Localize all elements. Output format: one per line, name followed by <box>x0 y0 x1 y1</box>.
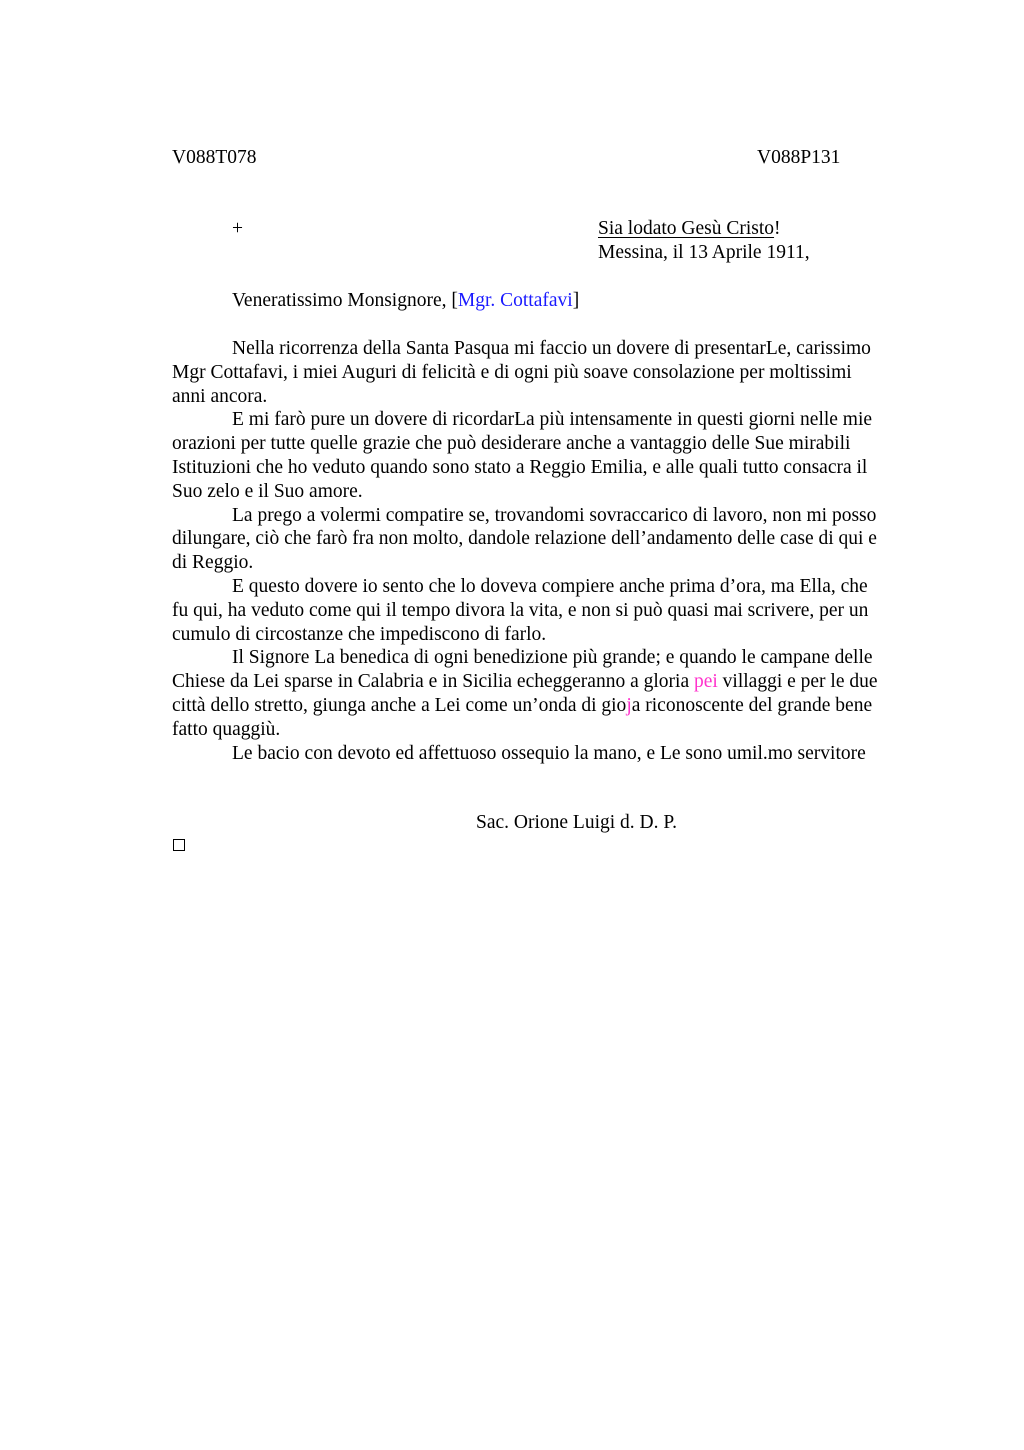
checkbox-square-icon <box>173 839 185 851</box>
text-line: dilungare, ciò che farò fra non molto, dandole relazione dell’andamento delle case di qui e <box>172 528 877 550</box>
text-segment: a riconoscente del grande bene <box>631 694 873 716</box>
document-code-left: V088T078 <box>172 147 257 168</box>
text-line: Istituzioni che ho veduto quando sono stato a Reggio Emilia, e alle quali tutto consacra il <box>172 456 868 478</box>
text-segment: villaggi e per le due <box>717 671 878 693</box>
text-segment: città dello stretto, giunga anche a Lei come un’onda di gio <box>172 694 627 716</box>
highlighted-word: pei <box>693 671 718 693</box>
invocation-exclamation: ! <box>774 218 781 239</box>
text-line: Il Signore La benedica di ogni benedizione più grande; e quando le campane delle <box>232 647 873 669</box>
text-line: E questo dovere io sento che lo doveva compiere anche prima d’ora, ma Ella, che <box>232 575 868 597</box>
text-line: anni ancora. <box>172 385 268 407</box>
paragraph-3 <box>172 504 932 575</box>
paragraph-2 <box>172 408 932 503</box>
text-line: di Reggio. <box>172 552 254 574</box>
paragraph-1 <box>172 337 932 408</box>
text-line: fu qui, ha veduto come qui il tempo divora la vita, e non si può quasi mai scrivere, per un <box>172 599 869 621</box>
text-line: fatto quaggiù. <box>172 718 281 740</box>
salutation <box>232 290 579 312</box>
invocation-text: Sia lodato Gesù Cristo <box>598 218 775 239</box>
document-code-right: V088P131 <box>757 147 841 168</box>
text-line: Nella ricorrenza della Santa Pasqua mi faccio un dovere di presentarLe, carissimo <box>232 338 871 359</box>
bracket-close: ] <box>572 290 580 311</box>
text-line: cumulo di circostanze che impediscono di farlo. <box>172 623 547 645</box>
text-line: Suo zelo e il Suo amore. <box>172 480 363 502</box>
cross-mark: + <box>232 218 243 239</box>
text-line: Mgr Cottafavi, i miei Auguri di felicità e di ogni più soave consolazione per moltissimi <box>172 361 852 383</box>
bracket-open: [ <box>451 290 458 311</box>
place-date: Messina, il 13 Aprile 1911, <box>598 242 810 263</box>
paragraph-5 <box>172 646 932 741</box>
salutation-text: Veneratissimo Monsignore, <box>232 290 452 311</box>
text-segment: Chiese da Lei sparse in Calabria e in Sicilia echeggeranno a gloria <box>172 671 694 693</box>
highlighted-letter: j <box>626 694 632 716</box>
paragraph-6 <box>172 742 932 766</box>
invocation <box>598 218 781 240</box>
text-line: La prego a volermi compatire se, trovandomi sovraccarico di lavoro, non mi posso <box>232 504 877 526</box>
paragraph-4 <box>172 575 932 646</box>
text-line: E mi farò pure un dovere di ricordarLa più intensamente in questi giorni nelle mie <box>232 409 873 431</box>
signature: Sac. Orione Luigi d. D. P. <box>476 812 677 833</box>
letter-body <box>172 337 932 765</box>
text-line: orazioni per tutte quelle grazie che può desiderare anche a vantaggio delle Sue mirabili <box>172 433 851 455</box>
text-line: Le bacio con devoto ed affettuoso ossequio la mano, e Le sono umil.mo servitore <box>232 742 866 764</box>
recipient-annotation: Mgr. Cottafavi <box>457 290 573 311</box>
